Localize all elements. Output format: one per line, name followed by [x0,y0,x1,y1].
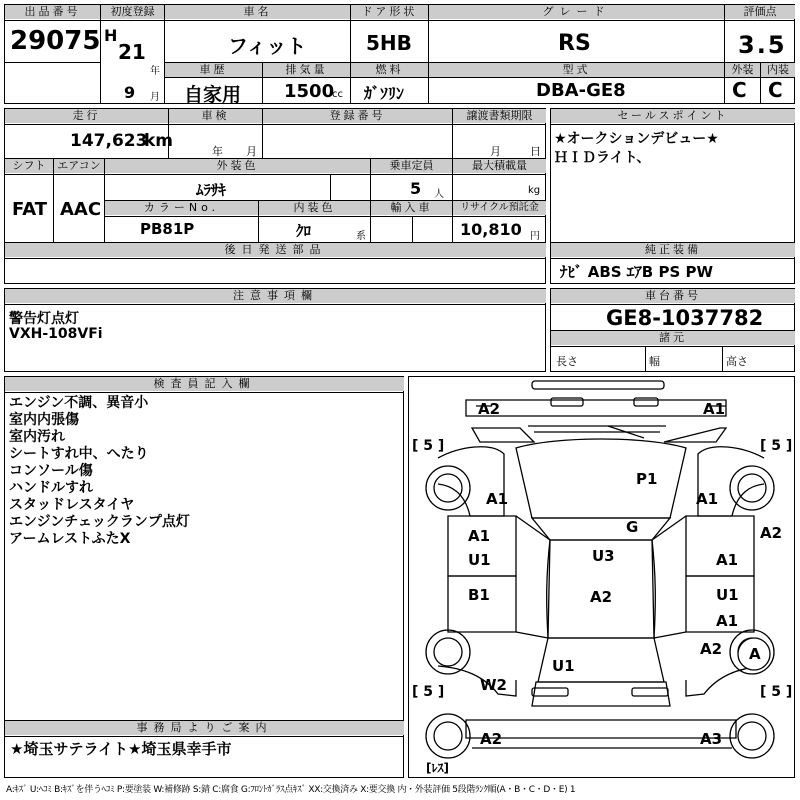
model-code: DBA-GE8 [536,80,626,101]
note-line: エンジンチェックランプ点灯 [9,514,190,530]
mileage-label: 走行 [5,109,168,123]
caution-label: 注意事項欄 [5,289,546,303]
note-line: エンジン不調、異音小 [9,395,149,411]
interior-grade: C [768,78,783,102]
door-type: 5HB [366,31,412,55]
int-color-unit: 系 [356,231,366,242]
note-line: アームレストふたX [9,531,131,547]
recycle-label: リサイクル預託金 [453,201,546,215]
damage-door-fl-2: U1 [468,551,491,569]
tire-front-right: [ 5 ] [760,438,793,454]
door-label: ドア形状 [351,5,428,19]
tire-rear-right: [ 5 ] [760,684,793,700]
damage-door-rr-1: U1 [716,586,739,604]
damage-door-fl-1: A1 [468,527,491,545]
grade-label: グレード [429,5,724,19]
fuel-label: 燃料 [351,63,428,77]
transfer-month-unit: 月 [490,145,501,158]
spare-tire: [ﾚｽ] [426,761,449,775]
ac-label: エアコン [54,159,104,173]
displacement-label: 排気量 [263,63,350,77]
sales-point-1: ★オークションデビュー★ [554,131,719,147]
fuel: ｶﾞｿﾘﾝ [364,84,405,103]
sales-point-2: ＨＩＤライト、 [554,150,651,166]
tire-front-left: [ 5 ] [412,438,445,454]
sales-points-label: セールスポイント [551,109,795,123]
width-label: 幅 [649,355,660,368]
year-unit: 年 [150,66,160,77]
reg-year: 21 [118,40,146,64]
spec-label: 諸元 [551,331,795,345]
recycle-fee: 10,810 [460,220,522,239]
later-parts-label: 後日発送部品 [5,243,546,257]
displacement-unit: cc [332,89,343,100]
first-reg-label: 初度登録 [101,5,164,19]
shift: FAT [12,199,48,220]
ac-type: AAC [60,199,102,220]
inspector-label: 検査員記入欄 [5,377,404,391]
history: 自家用 [184,84,242,106]
color-no-label: カラーNo. [105,201,258,215]
inspection-month-unit: 月 [246,145,257,158]
reg-month: 9 [124,83,136,102]
mileage-unit: km [144,131,174,151]
ext-color-label: 外装色 [105,159,370,173]
inspection-label: 車検 [169,109,262,123]
damage-roof: U3 [592,547,615,565]
damage-rear-left: W2 [480,676,507,694]
color-no: PB81P [140,220,195,238]
note-line: ハンドルすれ [9,480,93,496]
damage-mirror-right: A2 [760,524,783,542]
int-color-label: 内装色 [259,201,370,215]
damage-bumper-rear-right: A3 [700,730,723,748]
caution-line-1: 警告灯点灯 [9,311,79,327]
equipment: ﾅﾋﾞ ABS ｴｱB PS PW [560,263,714,281]
car-name: フィット [228,34,307,58]
damage-glass: G [626,518,639,536]
shift-label: シフト [5,159,53,173]
damage-wheel-mark: A [749,645,761,663]
exterior-label: 外装 [725,63,760,77]
damage-quarter-right: A2 [700,640,723,658]
car-name-label: 車名 [165,5,350,19]
damage-front-right: A1 [703,400,726,418]
inspection-year-unit: 年 [212,145,223,158]
inspector-notes [9,395,190,548]
length-label: 長さ [556,355,578,368]
note-line: 室内内張傷 [9,412,79,428]
chassis-number: GE8-1037782 [606,306,764,330]
int-color: ｸﾛ [296,222,312,240]
transfer-label: 譲渡書類期限 [453,109,546,123]
capacity-label: 乗車定員 [371,159,452,173]
office-label: 事務局よりご案内 [5,721,404,735]
capacity: 5 [410,179,422,198]
history-label: 車歴 [165,63,262,77]
max-load-unit: kg [528,185,541,196]
note-line: シートすれ中、へたり [9,446,149,462]
height-label: 高さ [726,355,748,368]
month-unit: 月 [150,92,160,103]
damage-fender-right: A1 [696,490,719,508]
damage-bumper-rear-left: A2 [480,730,503,748]
ext-color: ﾑﾗｻｷ [196,181,227,199]
score-label: 評価点 [725,5,795,19]
exterior-grade: C [732,78,747,102]
model-label: 型式 [429,63,724,77]
max-load-label: 最大積載量 [453,159,546,173]
mileage: 147,623 [70,131,148,151]
damage-door-rl: B1 [468,586,490,604]
recycle-unit: 円 [530,231,540,242]
equipment-label: 純正装備 [551,243,795,257]
lot-label: 出品番号 [5,5,100,19]
interior-label: 内装 [761,63,795,77]
damage-hood: P1 [636,470,658,488]
import-label: 輸入車 [371,201,452,215]
note-line: 室内汚れ [9,429,65,445]
damage-fender-left: A1 [486,490,509,508]
era: H [104,26,118,45]
damage-front-left: A2 [478,400,501,418]
caution-line-2: VXH-108VFi [9,326,103,342]
tire-rear-left: [ 5 ] [412,684,445,700]
legend: A:ｷｽﾞ U:ﾍｺﾐ B:ｷｽﾞを伴うﾍｺﾐ P:要塗装 W:補修跡 S:錆 C:腐食 G:ﾌﾛﾝﾄｶﾞﾗｽ点ｷｽﾞ XX:交換済み X:要交換 内・外装評価 5段階ﾗﾝｸ順(A・B・C・D・E) 1 [6,785,576,795]
damage-door-fr: A1 [716,551,739,569]
car-outline [408,376,795,778]
grade: RS [558,31,591,56]
transfer-day-unit: 日 [530,145,541,158]
office-text: ★埼玉サテライト★埼玉県幸手市 [10,740,232,758]
registration-label: 登録番号 [263,109,452,123]
score: 3.5 [738,31,787,59]
note-line: スタッドレスタイヤ [9,497,135,513]
displacement: 1500 [284,81,335,102]
lot-number: 29075 [10,26,101,56]
damage-rear-glass: U1 [552,657,575,675]
damage-cabin: A2 [590,588,613,606]
capacity-unit: 人 [434,189,444,200]
note-line: コンソール傷 [9,463,93,479]
chassis-label: 車台番号 [551,289,795,303]
damage-door-rr-2: A1 [716,612,739,630]
